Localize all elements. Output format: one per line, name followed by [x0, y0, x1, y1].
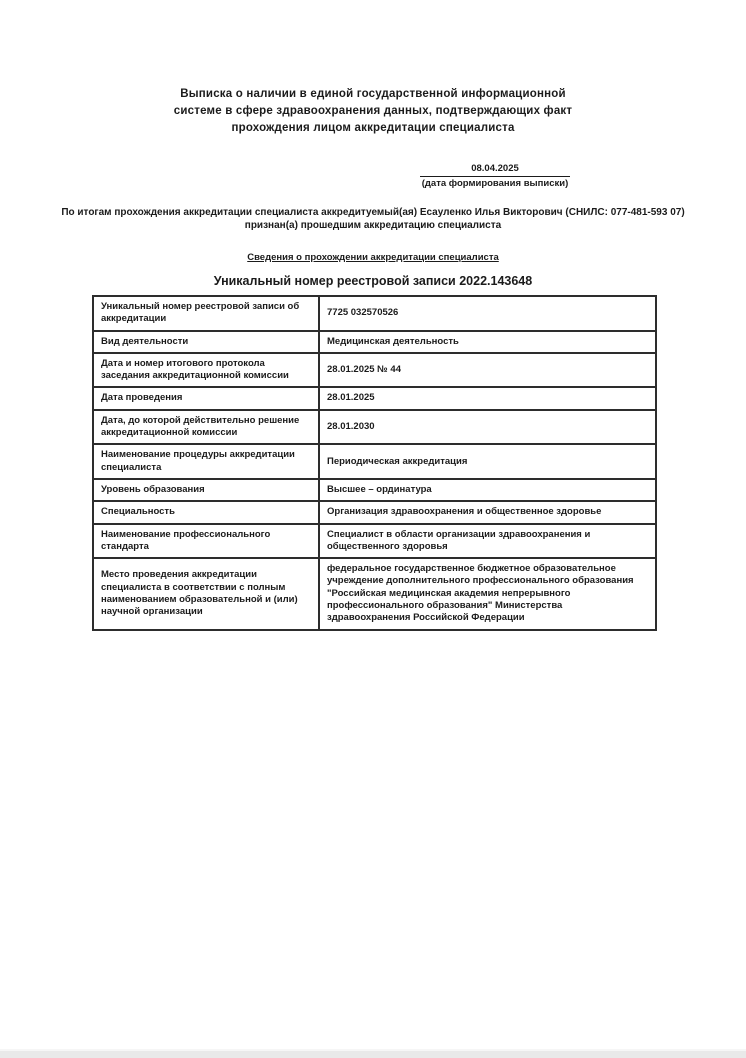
table-cell-label: Уровень образования: [93, 479, 319, 501]
table-cell-value: Высшее – ординатура: [319, 479, 656, 501]
table-row: [93, 524, 656, 559]
document-title-line-3: прохождения лицом аккредитации специалиста: [231, 122, 515, 134]
table-row: [93, 353, 656, 388]
section-heading: Сведения о прохождении аккредитации специалиста: [247, 252, 499, 263]
table-row: [93, 296, 656, 331]
table-cell-value: 28.01.2030: [319, 410, 656, 445]
table-cell-label: Наименование процедуры аккредитации специалиста: [93, 444, 319, 479]
table-cell-value: федеральное государственное бюджетное образовательное учреждение дополнительного профессионального образования "Российская медицинская академия непрерывного профессионального образования" Министерства здравоохранения Российской Федерации: [319, 558, 656, 629]
table-cell-label: Уникальный номер реестровой записи об аккредитации: [93, 296, 319, 331]
extract-date: 08.04.2025: [420, 163, 570, 177]
table-cell-value: Медицинская деятельность: [319, 331, 656, 353]
document-title: [0, 86, 746, 137]
document-title-line-1: Выписка о наличии в единой государственной информационной: [180, 88, 566, 100]
table-cell-label: Дата и номер итогового протокола заседания аккредитационной комиссии: [93, 353, 319, 388]
table-cell-value: Специалист в области организации здравоохранения и общественного здоровья: [319, 524, 656, 559]
table-row: [93, 410, 656, 445]
table-cell-value: Организация здравоохранения и общественное здоровье: [319, 501, 656, 523]
table-row: [93, 444, 656, 479]
extract-date-caption: (дата формирования выписки): [421, 178, 569, 189]
table-cell-label: Дата, до которой действительно решение аккредитационной комиссии: [93, 410, 319, 445]
table-cell-label: Место проведения аккредитации специалиста в соответствии с полным наименованием образовательной и (или) научной организации: [93, 558, 319, 629]
table-cell-label: Специальность: [93, 501, 319, 523]
table-row: [93, 501, 656, 523]
table-row: [93, 387, 656, 409]
accreditation-table: [92, 295, 657, 631]
table-cell-value: 28.01.2025: [319, 387, 656, 409]
table-cell-value: 7725 032570526: [319, 296, 656, 331]
table-row: [93, 479, 656, 501]
table-row: [93, 558, 656, 629]
table-row: [93, 331, 656, 353]
table-cell-label: Дата проведения: [93, 387, 319, 409]
table-cell-label: Наименование профессионального стандарта: [93, 524, 319, 559]
horizontal-scrollbar[interactable]: [0, 1049, 746, 1058]
table-cell-label: Вид деятельности: [93, 331, 319, 353]
accreditation-result-paragraph: По итогам прохождения аккредитации специалиста аккредитуемый(ая) Есауленко Илья Викторович (СНИЛС: 077-481-593 07) признан(а) прошедшим аккредитацию специалиста: [61, 207, 685, 231]
extract-date-block: [420, 163, 570, 190]
table-cell-value: 28.01.2025 № 44: [319, 353, 656, 388]
record-number-heading: Уникальный номер реестровой записи 2022.143648: [213, 274, 533, 288]
document-title-line-2: системе в сфере здравоохранения данных, подтверждающих факт: [173, 105, 573, 117]
table-cell-value: Периодическая аккредитация: [319, 444, 656, 479]
